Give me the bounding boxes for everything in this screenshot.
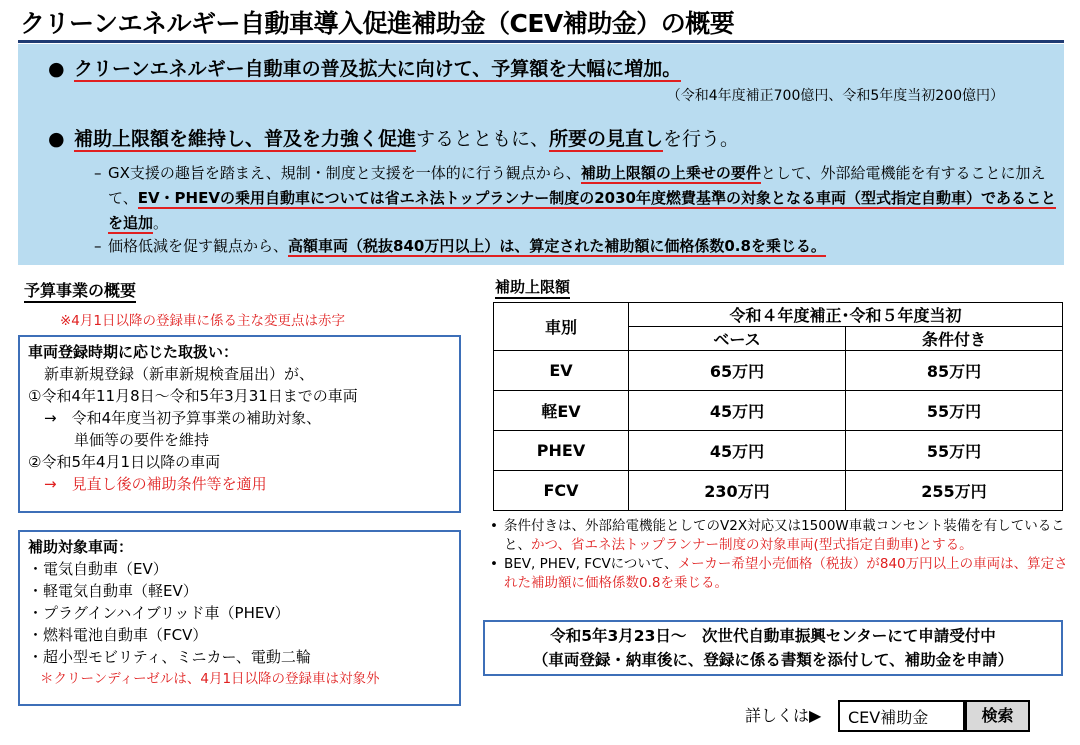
table-row: [494, 431, 1063, 471]
table-row: [494, 351, 1063, 391]
note-2-text-a: BEV, PHEV, FCVについて、: [504, 556, 678, 572]
application-box: [483, 620, 1063, 676]
cell-type: EV: [494, 351, 629, 391]
cell-base: 230万円: [629, 471, 846, 511]
cell-cond: 55万円: [845, 431, 1062, 471]
cell-type: 軽EV: [494, 391, 629, 431]
bullet-dot-icon: ●: [48, 58, 65, 80]
search-input[interactable]: CEV補助金: [838, 700, 965, 732]
note-1-text-a: 条件付きは、外部給電機能としてのV2X対応又は1500W車載コンセント装備を有していること、: [504, 518, 1065, 553]
summary-bullet-2: [48, 124, 739, 151]
cell-type: PHEV: [494, 431, 629, 471]
eligible-vehicles-box: [18, 530, 461, 706]
eligible-item: ・燃料電池自動車（FCV）: [28, 626, 208, 644]
apply-line-1: 令和5年3月23日～ 次世代自動車振興センターにて申請受付中: [550, 627, 996, 645]
cell-base: 45万円: [629, 391, 846, 431]
budget-section-title: 予算事業の概要: [24, 278, 136, 303]
registration-line: → 見直し後の補助条件等を適用: [44, 475, 267, 493]
dash-icon: –: [94, 237, 102, 255]
subsidy-limit-table: [493, 302, 1063, 511]
summary-panel: [18, 44, 1064, 265]
eligible-note: ＊クリーンディーゼルは、4月1日以降の登録車は対象外: [40, 671, 380, 687]
detail-2-text-b: 高額車両（税抜840万円以上）は、算定された補助額に価格係数0.8を乗じる。: [288, 237, 826, 255]
search-button[interactable]: 検索: [965, 700, 1030, 732]
bullet-2-part-d: を行う。: [663, 128, 740, 150]
search-label: 詳しくは▶: [745, 706, 822, 725]
cell-cond: 255万円: [845, 471, 1062, 511]
apply-line-2: （車両登録・納車後に、登録に係る書類を添付して、補助金を申請）: [532, 651, 1014, 669]
header-group: 令和４年度補正･令和５年度当初: [629, 303, 1063, 327]
eligible-item: ・超小型モビリティ、ミニカー、電動二輪: [28, 648, 311, 666]
table-row: [494, 391, 1063, 431]
note-item-2: [488, 555, 1073, 593]
registration-line: → 令和4年度当初予算事業の補助対象、: [44, 409, 322, 427]
registration-box-head: 車両登録時期に応じた取扱い：: [28, 343, 239, 361]
table-notes: [488, 517, 1073, 593]
detail-1-text-a: GX支援の趣旨を踏まえ、規制・制度と支援を一体的に行う観点から、: [108, 164, 581, 182]
detail-item-2: [94, 234, 1068, 259]
cell-cond: 55万円: [845, 391, 1062, 431]
registration-line: ②令和5年4月1日以降の車両: [28, 453, 221, 471]
cell-base: 65万円: [629, 351, 846, 391]
dash-icon: –: [94, 164, 102, 182]
detail-1-text-c: として、外部給電機能を有することに加えて、: [108, 164, 1046, 207]
budget-amount-note: （令和4年度補正700億円、令和5年度当初200億円）: [666, 88, 1004, 104]
note-2-text-b: メーカー希望小売価格（税抜）が840万円以上の車両は、算定された補助額に価格係数0.8を乗じる。: [504, 556, 1068, 591]
detail-1-text-e: 。: [153, 214, 169, 232]
bullet-2-part-a: 補助上限額を維持し、普及を力強く促進: [74, 128, 417, 150]
page-title: クリーンエネルギー自動車導入促進補助金（CEV補助金）の概要: [20, 9, 735, 38]
cell-cond: 85万円: [845, 351, 1062, 391]
cell-type: FCV: [494, 471, 629, 511]
note-item-1: [488, 517, 1073, 555]
bullet-1-text: クリーンエネルギー自動車の普及拡大に向けて、予算額を大幅に増加。: [74, 58, 682, 80]
bullet-dot-icon: ●: [48, 128, 65, 150]
detail-1-text-b: 補助上限額の上乗せの要件: [580, 164, 761, 182]
eligible-item: ・電気自動車（EV）: [28, 560, 168, 578]
note-1-text-b: かつ、省エネ法トップランナー制度の対象車両(型式指定自動車)とする。: [531, 537, 973, 553]
header-type: 車別: [494, 303, 629, 351]
header-base: ベース: [629, 327, 846, 351]
eligible-box-head: 補助対象車両：: [28, 538, 134, 556]
eligible-item: ・軽電気自動車（軽EV）: [28, 582, 198, 600]
note-bullet-icon: •: [490, 556, 498, 572]
registration-line: ①令和4年11月8日～令和5年3月31日までの車両: [28, 387, 358, 405]
detail-item-1: [94, 161, 1068, 236]
cell-base: 45万円: [629, 431, 846, 471]
registration-line: 単価等の要件を維持: [74, 431, 210, 449]
eligible-item: ・プラグインハイブリッド車（PHEV）: [28, 604, 290, 622]
detail-2-text-a: 価格低減を促す観点から、: [108, 237, 289, 255]
bullet-2-part-b: するとともに、: [416, 128, 550, 150]
title-divider: [18, 40, 1064, 43]
detail-1-text-d: EV・PHEVの乗用自動車については省エネ法トップランナー制度の2030年度燃費基準の対象となる車両（型式指定自動車）であることを追加: [108, 189, 1056, 232]
limit-section-title: 補助上限額: [495, 276, 570, 299]
registration-box: [18, 335, 461, 513]
change-note: ※4月1日以降の登録車に係る主な変更点は赤字: [60, 313, 345, 329]
header-cond: 条件付き: [845, 327, 1062, 351]
note-bullet-icon: •: [490, 518, 498, 534]
registration-line: 新車新規登録（新車新規検査届出）が、: [44, 365, 315, 383]
summary-bullet-1: [48, 54, 681, 81]
bullet-2-part-c: 所要の見直し: [549, 128, 664, 150]
table-row: [494, 471, 1063, 511]
